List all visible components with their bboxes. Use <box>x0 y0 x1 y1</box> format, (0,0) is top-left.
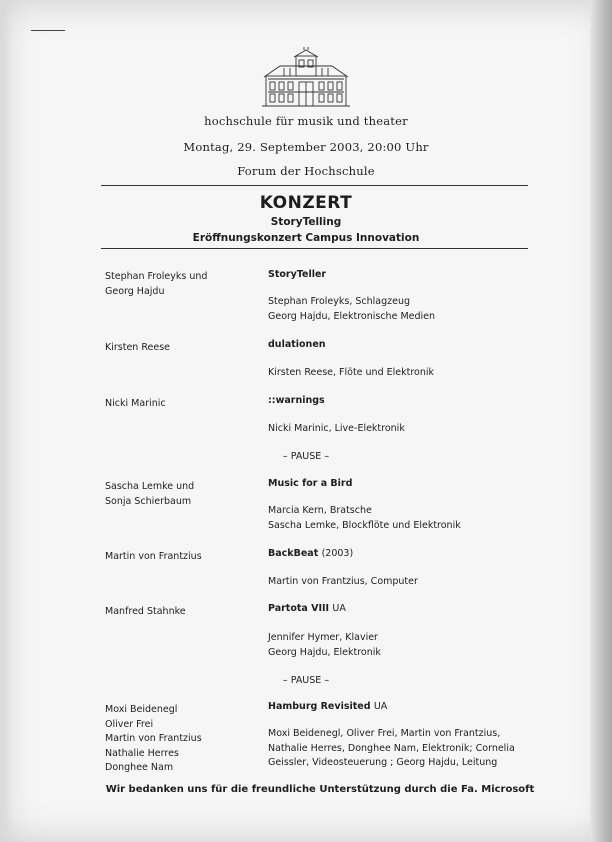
composer-block <box>105 480 194 509</box>
performers-block <box>268 575 418 590</box>
piece-title-text: StoryTeller <box>268 269 327 280</box>
performer-line: Sascha Lemke, Blockflöte und Elektronik <box>268 519 461 531</box>
composer-name: Martin von Frantzius <box>105 733 202 744</box>
composer-name: Sascha Lemke und <box>105 481 195 492</box>
piece-title-text: ::warnings <box>268 395 325 406</box>
pause-label: – PAUSE – <box>282 675 330 686</box>
institution-name: hochschule für musik und theater <box>204 114 408 128</box>
performer-line: Georg Hajdu, Elektronische Medien <box>268 310 436 322</box>
piece-title <box>268 478 352 489</box>
performer-line: Georg Hajdu, Elektronik <box>268 646 381 658</box>
divider-bottom <box>101 248 528 249</box>
divider-top <box>101 185 528 186</box>
piece-title-text: Hamburg Revisited <box>268 701 371 712</box>
performer-line: Moxi Beidenegl, Oliver Frei, Martin von Frantzius, <box>268 728 501 739</box>
performers-block <box>268 727 515 771</box>
composer-name: Nathalie Herres <box>105 747 179 759</box>
composer-name: Moxi Beidenegl <box>105 704 178 715</box>
performer-line: Geissler, Videosteuerung ; Georg Hajdu, Leitung <box>268 757 498 768</box>
piece-title <box>268 395 325 406</box>
piece-title <box>268 339 326 350</box>
composer-name: Martin von Frantzius <box>105 551 202 562</box>
performers-block <box>268 295 435 324</box>
concert-date: Montag, 29. September 2003, 20:00 Uhr <box>183 140 429 154</box>
concert-subtitle: StoryTelling <box>270 216 342 228</box>
performer-line: Stephan Froleyks, Schlagzeug <box>268 296 411 307</box>
composer-name: Kirsten Reese <box>105 342 170 353</box>
premiere-marker: UA <box>332 603 346 614</box>
piece-title <box>268 548 353 559</box>
premiere-marker: UA <box>373 701 388 712</box>
composer-name: Sonja Schierbaum <box>105 495 192 507</box>
concert-title: KONZERT <box>259 193 353 213</box>
piece-title-text: BackBeat <box>268 548 319 559</box>
performer-line: Kirsten Reese, Flöte und Elektronik <box>268 367 435 378</box>
performer-line: Nicki Marinic, Live-Elektronik <box>268 423 405 434</box>
concert-subtitle-event: Eröffnungskonzert Campus Innovation <box>192 232 420 244</box>
corner-mark <box>31 30 65 31</box>
sponsor-note: Wir bedanken uns für die freundliche Unterstützung durch die Fa. Microsoft <box>105 784 535 795</box>
composer-name: Oliver Frei <box>105 718 154 730</box>
performer-line: Nathalie Herres, Donghee Nam, Elektronik; Cornelia <box>268 742 515 754</box>
piece-title-text: Music for a Bird <box>268 478 353 489</box>
piece-title <box>268 603 346 614</box>
building-icon <box>260 46 352 108</box>
performers-block <box>268 504 461 533</box>
composer-block <box>105 703 202 776</box>
concert-venue: Forum der Hochschule <box>237 164 375 178</box>
piece-title-text: Partota VIII <box>268 603 330 614</box>
performer-line: Jennifer Hymer, Klavier <box>268 632 378 643</box>
piece-title-text: dulationen <box>268 339 326 350</box>
composer-name: Manfred Stahnke <box>105 606 186 617</box>
composer-name: Nicki Marinic <box>105 398 166 409</box>
piece-title <box>268 269 326 280</box>
performers-block <box>268 422 405 437</box>
performer-line: Martin von Frantzius, Computer <box>268 576 418 587</box>
composer-block <box>105 550 202 565</box>
pause-label: – PAUSE – <box>282 451 330 462</box>
composer-block <box>105 270 207 299</box>
composer-name: Georg Hajdu <box>105 285 165 297</box>
performers-block <box>268 366 434 381</box>
composer-name: Donghee Nam <box>105 762 174 773</box>
composer-block <box>105 341 170 356</box>
composer-block <box>105 397 166 412</box>
performer-line: Marcia Kern, Bratsche <box>268 505 372 516</box>
piece-year: (2003) <box>321 548 354 559</box>
composer-name: Stephan Froleyks und <box>105 271 208 282</box>
composer-block <box>105 605 186 620</box>
performers-block <box>268 631 381 660</box>
piece-title <box>268 701 387 712</box>
